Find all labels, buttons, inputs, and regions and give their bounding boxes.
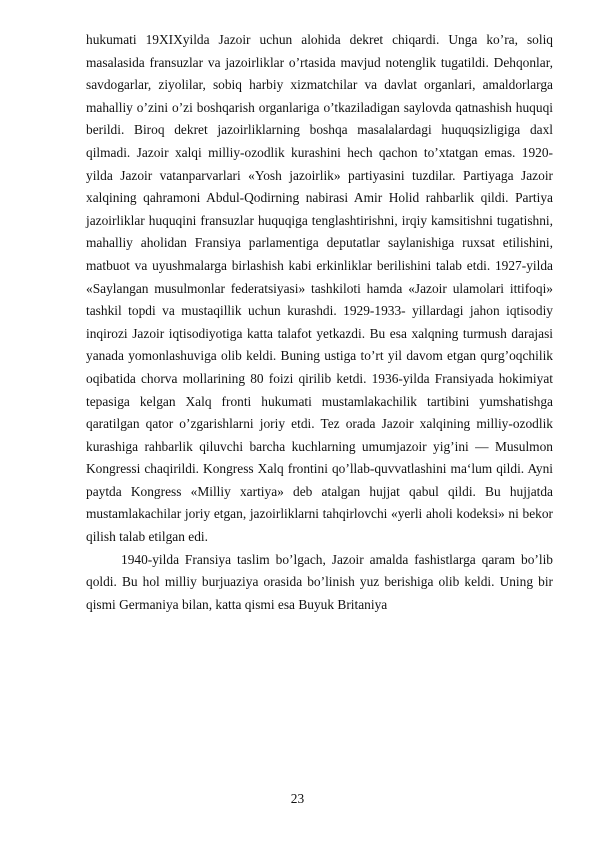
- body-text: [86, 29, 553, 616]
- page-number: 23: [290, 791, 305, 806]
- paragraph-1: hukumati 19XIXyilda Jazoir uchun alohida dekret chiqardi. Unga ko’ra, soliq masalasida fransuzlar va jazoirliklar o’rtasida mavjud notenglik tugatildi. Dehqonlar, savdogarlar, ziyolilar, sobiq harbiy xizmatchilar va davlat organlari, amaldorlarga mahalliy o’zini o’zi boshqarish organlariga o’tkaziladigan saylovda qatnashish huquqi berildi. Biroq dekret jazoirliklarning boshqa masalalardagi huquqsizligiga daxl qilmadi. Jazoir xalqi milliy-ozodlik kurashini hech qachon to’xtatgan emas. 1920- yilda Jazoir vatanparvarlari «Yosh jazoirlik» partiyasini tuzdilar. Partiyaga Jazoir xalqining qahramoni Abdul-Qodirning nabirasi Amir Holid rahbarlik qildi. Partiya jazoirliklar huquqini fransuzlar huquqiga tenglashtirishni, irqiy kamsitishni tugatishni, mahalliy aholidan Fransiya parlamentiga deputatlar saylanishiga ruxsat etilishini, matbuot va uyushmalarga birlashish kabi erkinliklar berilishini talab etdi. 1927-yilda «Saylangan musulmonlar federatsiyasi» tashkiloti hamda «Jazoir ulamolari ittifoqi» tashkil topdi va mustaqillik uchun kurashdi. 1929-1933- yillardagi jahon iqtisodiy inqirozi Jazoir iqtisodiyotiga katta talafot yetkazdi. Bu esa xalqning turmush darajasi yanada yomonlashuviga olib keldi. Buning ustiga to’rt yil davom etgan qurg’oqchilik oqibatida chorva mollarining 80 foizi qirilib ketdi. 1936-yilda Fransiyada hokimiyat tepasiga kelgan Xalq fronti hukumati mustamlakachilik tartibini yumshatishga qaratilgan qator o’zgarishlarni joriy etdi. Tez orada Jazoir xalqining milliy-ozodlik kurashiga rahbarlik qiluvchi barcha kuchlarning umumjazoir yig’ini — Musulmon Kongressi chaqirildi. Kongress Xalq frontini qo’llab-quvvatlashini ma‘lum qildi. Ayni paytda Kongress «Milliy xartiya» deb atalgan hujjat qabul qildi. Bu hujjatda mustamlakachilar joriy etgan, jazoirliklarni tahqirlovchi «yerli aholi kodeksi» ni bekor qilish talab etilgan edi.: [86, 32, 553, 545]
- paragraph-2: 1940-yilda Fransiya taslim bo’lgach, Jazoir amalda fashistlarga qaram bo’lib qoldi. Bu hol milliy burjuaziya orasida bo’linish yuz berishiga olib keldi. Uning bir qismi Germaniya bilan, katta qismi esa Buyuk Britaniya: [86, 551, 553, 612]
